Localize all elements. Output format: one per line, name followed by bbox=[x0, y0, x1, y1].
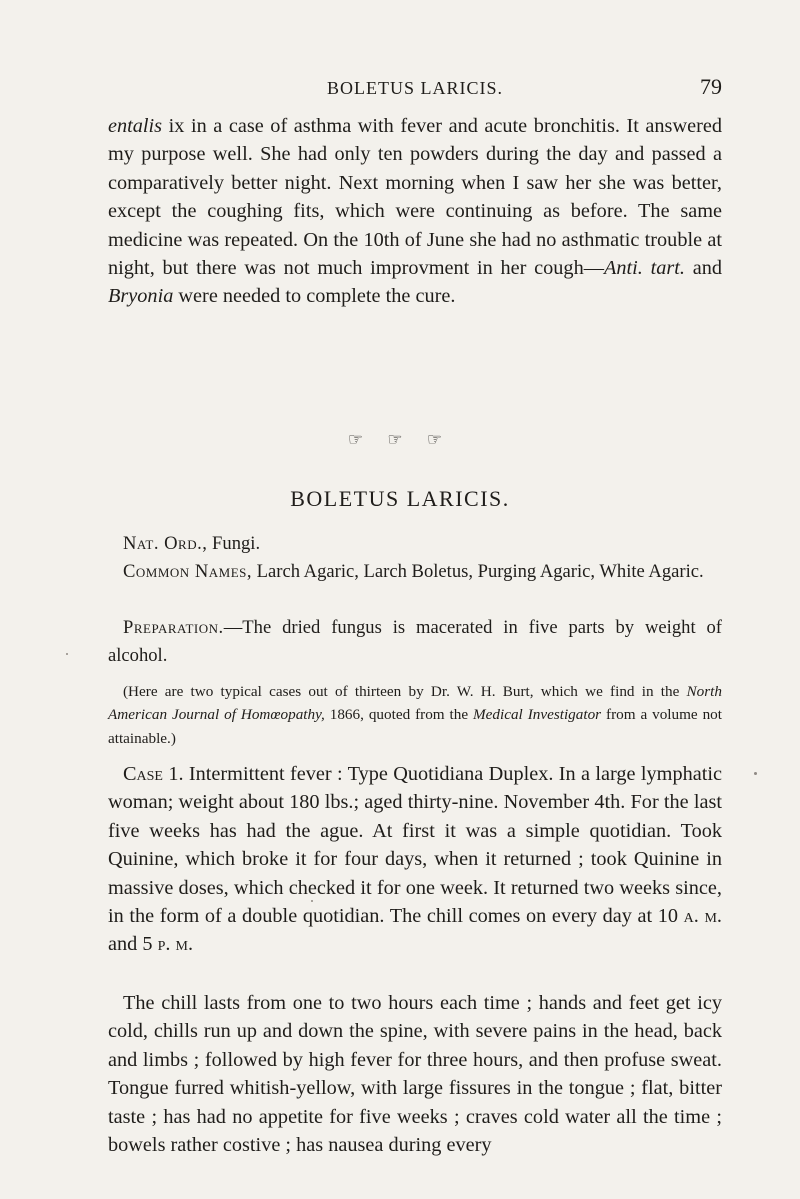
page-number: 79 bbox=[700, 74, 722, 99]
paragraph-text: ix in a case of asthma with fever and acute bronchitis. It answered my purpose well. She had only ten powders during the day and passed a comparatively better night. Next morning when I saw her she was better, except the coughing fits, which were continuing as before. The same medicine was repeated. On the 10th of June she had no asthmatic trouble at night, but there was not much improvment in her cough— bbox=[108, 115, 722, 280]
time-pm: p. m. bbox=[157, 933, 194, 956]
paper-speck bbox=[754, 772, 757, 775]
editorial-note bbox=[108, 680, 722, 750]
journal-title: North American Journal of Homœopathy, bbox=[108, 683, 722, 724]
natural-order bbox=[108, 530, 722, 558]
paragraph-text: and 5 bbox=[108, 933, 158, 956]
common-names-label: Common Names, bbox=[123, 561, 253, 582]
natural-order-label: Nat. Ord., bbox=[123, 533, 208, 554]
chill-description-paragraph: The chill lasts from one to two hours each time ; hands and feet get icy cold, chills run up and down the spine, with severe pains in the head, back and limbs ; followed by high fever for three hours, and then profuse sweat. Tongue furred whitish-yellow, with large fissures in the tongue ; flat, bitter taste ; has had no appetite for five weeks ; craves cold water all the time ; bowels rather costive ; has nausea during every bbox=[108, 992, 722, 1157]
paragraph-text: and bbox=[684, 257, 723, 280]
italic-remedy-name: Anti. tart. bbox=[604, 257, 685, 280]
journal-title: Medical Investigator bbox=[473, 706, 602, 724]
preparation-label: Preparation. bbox=[123, 617, 224, 638]
paragraph-text: were needed to complete the cure. bbox=[173, 285, 456, 308]
paper-speck bbox=[311, 900, 313, 902]
note-text: (Here are two typical cases out of thirteen by Dr. W. H. Burt, which we find in the bbox=[123, 683, 687, 700]
paragraph-entalis bbox=[108, 112, 722, 311]
common-names-value: Larch Agaric, Larch Boletus, Purging Agaric, White Agaric. bbox=[252, 561, 704, 582]
natural-order-value: Fungi. bbox=[207, 533, 261, 554]
italic-remedy-name: Bryonia bbox=[108, 285, 174, 308]
note-text: from a volume not attainable.) bbox=[108, 706, 722, 747]
running-title: BOLETUS LARICIS. bbox=[326, 78, 503, 98]
section-ornament: ☞ ☞ ☞ bbox=[347, 430, 453, 449]
section-heading: BOLETUS LARICIS. bbox=[290, 486, 510, 511]
case-label: Case bbox=[123, 763, 163, 785]
note-text: 1866, quoted from the bbox=[324, 706, 474, 724]
running-header bbox=[108, 74, 722, 104]
paper-speck bbox=[66, 653, 68, 655]
common-names bbox=[108, 558, 722, 586]
italic-remedy-name: entalis bbox=[108, 115, 163, 137]
preparation-value: —The dried fungus is macerated in five parts by weight of alcohol. bbox=[108, 617, 722, 666]
time-am: a. m. bbox=[683, 905, 722, 928]
preparation bbox=[108, 614, 722, 669]
paragraph-text: 1. Intermittent fever : Type Quotidiana Duplex. In a large lymphatic woman; weight about 180 lbs.; aged thirty-nine. November 4th. For the last five weeks has had the ague. At first it was a simple quotidian. Took Quinine, which broke it for four days, when it returned ; took Quinine in massive doses, which checked it for one week. It returned two weeks since, in the form of a double quotidian. The chill comes on every day at 10 bbox=[108, 763, 722, 928]
case-one-paragraph bbox=[108, 760, 722, 959]
